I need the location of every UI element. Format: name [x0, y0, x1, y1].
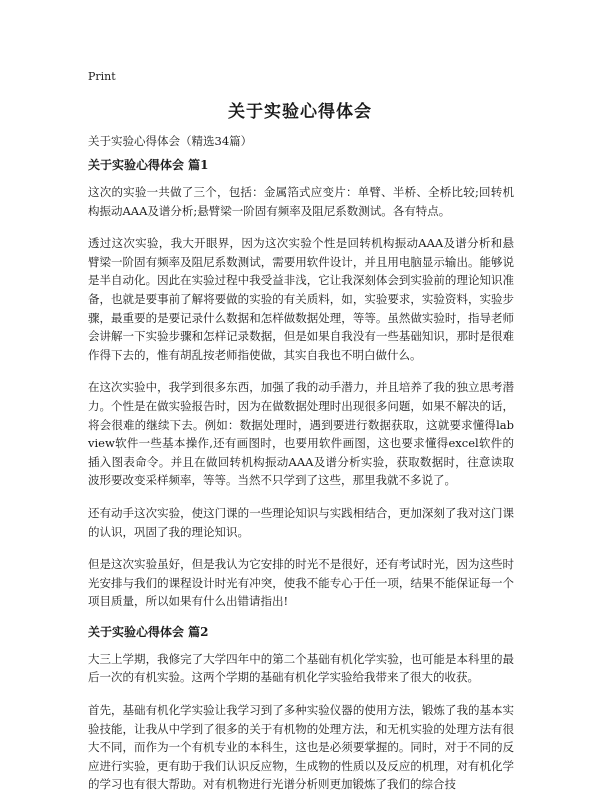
paragraph: 还有动手这次实验，使这门课的一些理论知识与实践相结合，更加深刻了我对这门课的认识，巩固了我的理论知识。 — [88, 505, 514, 539]
paragraph: 在这次实验中，我学到很多东西，加强了我的动手潜力，并且培养了我的独立思考潜力。个性是在做实验报告时，因为在做数据处理时出现很多问题，如果不解决的话，将会很难的继续下去。例如：数据处理时，遇到要进行数据获取，这就要求懂得labview软件一些基本操作,还有画图时，也要用软件画图，这也要求懂得excel软件的插入图表命令。并且在做回转机构振动AAA及谱分析实验，获取数据时，往意读取波形要改变采样频率，等等。当然不只学到了这些，那里我就不多说了。 — [88, 380, 514, 488]
paragraph: 这次的实验一共做了三个，包括：金属箔式应变片：单臂、半桥、全桥比较;回转机构振动AAA及谱分析;悬臂梁一阶固有频率及阻尼系数测试。各有特点。 — [88, 185, 514, 218]
paragraph: 大三上学期，我修完了大学四年中的第二个基础有机化学实验，也可能是本科里的最后一次的有机实验。这两个学期的基础有机化学实验给我带来了很大的收获。 — [88, 651, 514, 685]
article-content — [88, 158, 514, 792]
section-heading-1: 关于实验心得体会 篇1 — [88, 158, 209, 172]
print-label[interactable]: Print — [88, 70, 116, 83]
section-heading-2: 关于实验心得体会 篇2 — [88, 624, 209, 639]
document-title: 关于实验心得体会 — [228, 102, 372, 122]
paragraph: 但是这次实验虽好，但是我认为它安排的时光不是很好，还有考试时光，因为这些时光安排与我们的课程设计时光有冲突，使我不能专心于任一项，结果不能保证每一个项目质量，所以如果有什么出错请指出! — [88, 557, 514, 609]
paragraph: 首先，基础有机化学实验让我学习到了多种实验仪器的使用方法，锻炼了我的基本实验技能，让我从中学到了很多的关于有机物的处理方法，和无机实验的处理方法有很大不同，而作为一个有机专业的本科生，这也是必须要掌握的。同时，对于不同的反应进行实验，更有助于我们认识反应物，生成物的性质以及反应的机理，对有机化学的学习也有很大帮助。对有机物进行光谱分析则更加锻炼了我们的综合技 — [88, 703, 514, 792]
paragraph: 透过这次实验，我大开眼界，因为这次实验个性是回转机构振动AAA及谱分析和悬臂梁一阶固有频率及阻尼系数测试，需要用软件设计，并且用电脑显示输出。能够说是半自动化。因此在实验过程中我受益非浅，它让我深刻体会到实验前的理论知识准备，也就是要事前了解将要做的实验的有关质料，如，实验要求，实验资料，实验步骤，最重要的是要记录什么数据和怎样做数据处理，等等。虽然做实验时，指导老师会讲解一下实验步骤和怎样记录数据，但是如果自我没有一些基础知识，那时是很难作得下去的，惟有胡乱按老师指使做，其实自我也不明白做什么。 — [88, 236, 514, 362]
document-subtitle: 关于实验心得体会（精选34篇） — [88, 134, 253, 148]
